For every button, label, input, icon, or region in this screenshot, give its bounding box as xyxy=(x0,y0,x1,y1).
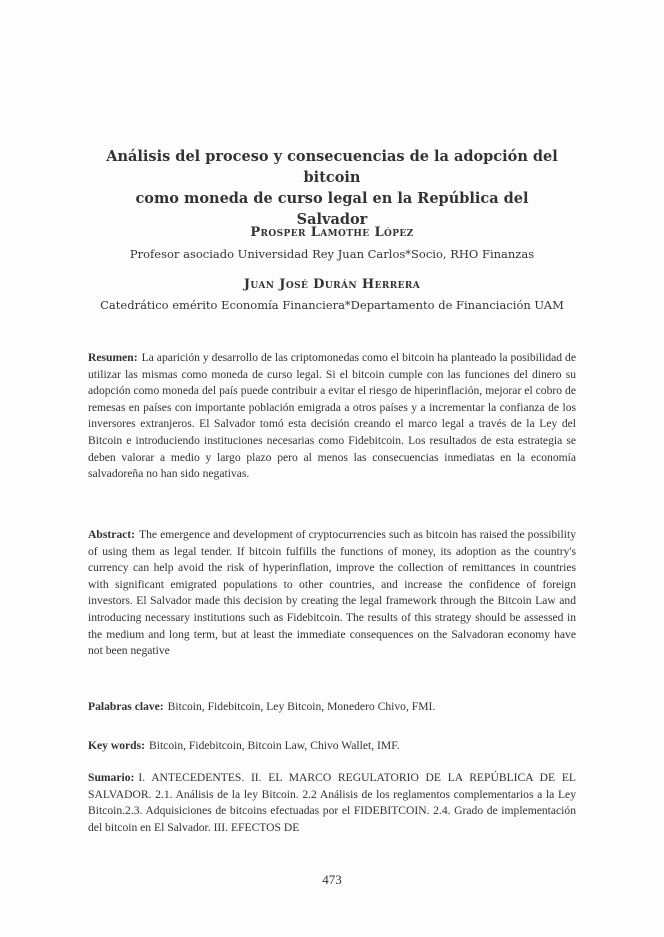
author-name-1: Prosper Lamothe López xyxy=(250,225,414,240)
resumen-text: La aparición y desarrollo de las criptomonedas como el bitcoin ha planteado la posibilidad de utilizar las mismas como moneda de curso legal. Si el bitcoin cumple con las funciones del dinero su adopción como moneda del país puede contribuir a evitar el riesgo de hiperinflación, mejorar el cobro de remesas en países con importante población emigrada a otros países y a incrementar la confianza de los inversores extranjeros. El Salvador tomó esta decisión creando el marco legal a través de la Ley del Bitcoin e introduciendo instituciones necesarias como Fidebitcoin. Los resultados de esta estrategia se deben valorar a medio y largo plazo pero al menos las consecuencias inmediatas en la economía salvadoreña no han sido negativas. xyxy=(88,351,576,481)
palabras-clave-text: Bitcoin, Fidebitcoin, Ley Bitcoin, Monedero Chivo, FMI. xyxy=(167,700,436,713)
resumen-label: Resumen: xyxy=(88,351,138,364)
key-words-text: Bitcoin, Fidebitcoin, Bitcoin Law, Chivo Wallet, IMF. xyxy=(149,739,400,752)
sumario-text: I. ANTECEDENTES. II. EL MARCO REGULATORIO DE LA REPÚBLICA DE EL SALVADOR. 2.1. Análisis de la ley Bitcoin. 2.2 Análisis de los reglamentos complementarios a la Ley Bitcoin.2.3. Adquisiciones de bitcoins efectuadas por el FIDEBITCOIN. 2.4. Grado de implementación del bitcoin en El Salvador. III. EFECTOS DE xyxy=(88,771,576,834)
title-line-1: Análisis del proceso y consecuencias de la adopción del bitcoin xyxy=(106,148,558,186)
title-line-2: como moneda de curso legal en la República del Salvador xyxy=(135,190,529,228)
key-words xyxy=(88,739,576,752)
palabras-clave xyxy=(88,700,576,713)
page-number: 473 xyxy=(322,872,342,887)
resumen-paragraph xyxy=(88,350,576,483)
abstract-label: Abstract: xyxy=(88,528,136,541)
author-affiliation-2: Catedrático emérito Economía Financiera*Departamento de Financiación UAM xyxy=(100,298,564,312)
author-affiliation-1: Profesor asociado Universidad Rey Juan Carlos*Socio, RHO Finanzas xyxy=(129,247,535,261)
palabras-clave-label: Palabras clave: xyxy=(88,700,164,713)
sumario-paragraph xyxy=(88,770,576,836)
abstract-text: The emergence and development of cryptocurrencies such as bitcoin has raised the possibility of using them as legal tender. If bitcoin fulfills the functions of money, its adoption as the country's currency can help avoid the risk of hyperinflation, improve the collection of remittances in countries with significant emigrated populations to other countries, and increase the confidence of foreign investors. El Salvador made this decision by creating the legal framework through the Bitcoin Law and introducing necessary institutions such as Fidebitcoin. The results of this strategy should be assessed in the medium and long term, but at least the immediate consequences on the Salvadoran economy have not been negative xyxy=(88,528,576,658)
sumario-label: Sumario: xyxy=(88,771,135,784)
key-words-label: Key words: xyxy=(88,739,145,752)
paper-title xyxy=(100,146,564,230)
abstract-paragraph xyxy=(88,527,576,660)
author-name-2: Juan José Durán Herrera xyxy=(243,277,421,292)
